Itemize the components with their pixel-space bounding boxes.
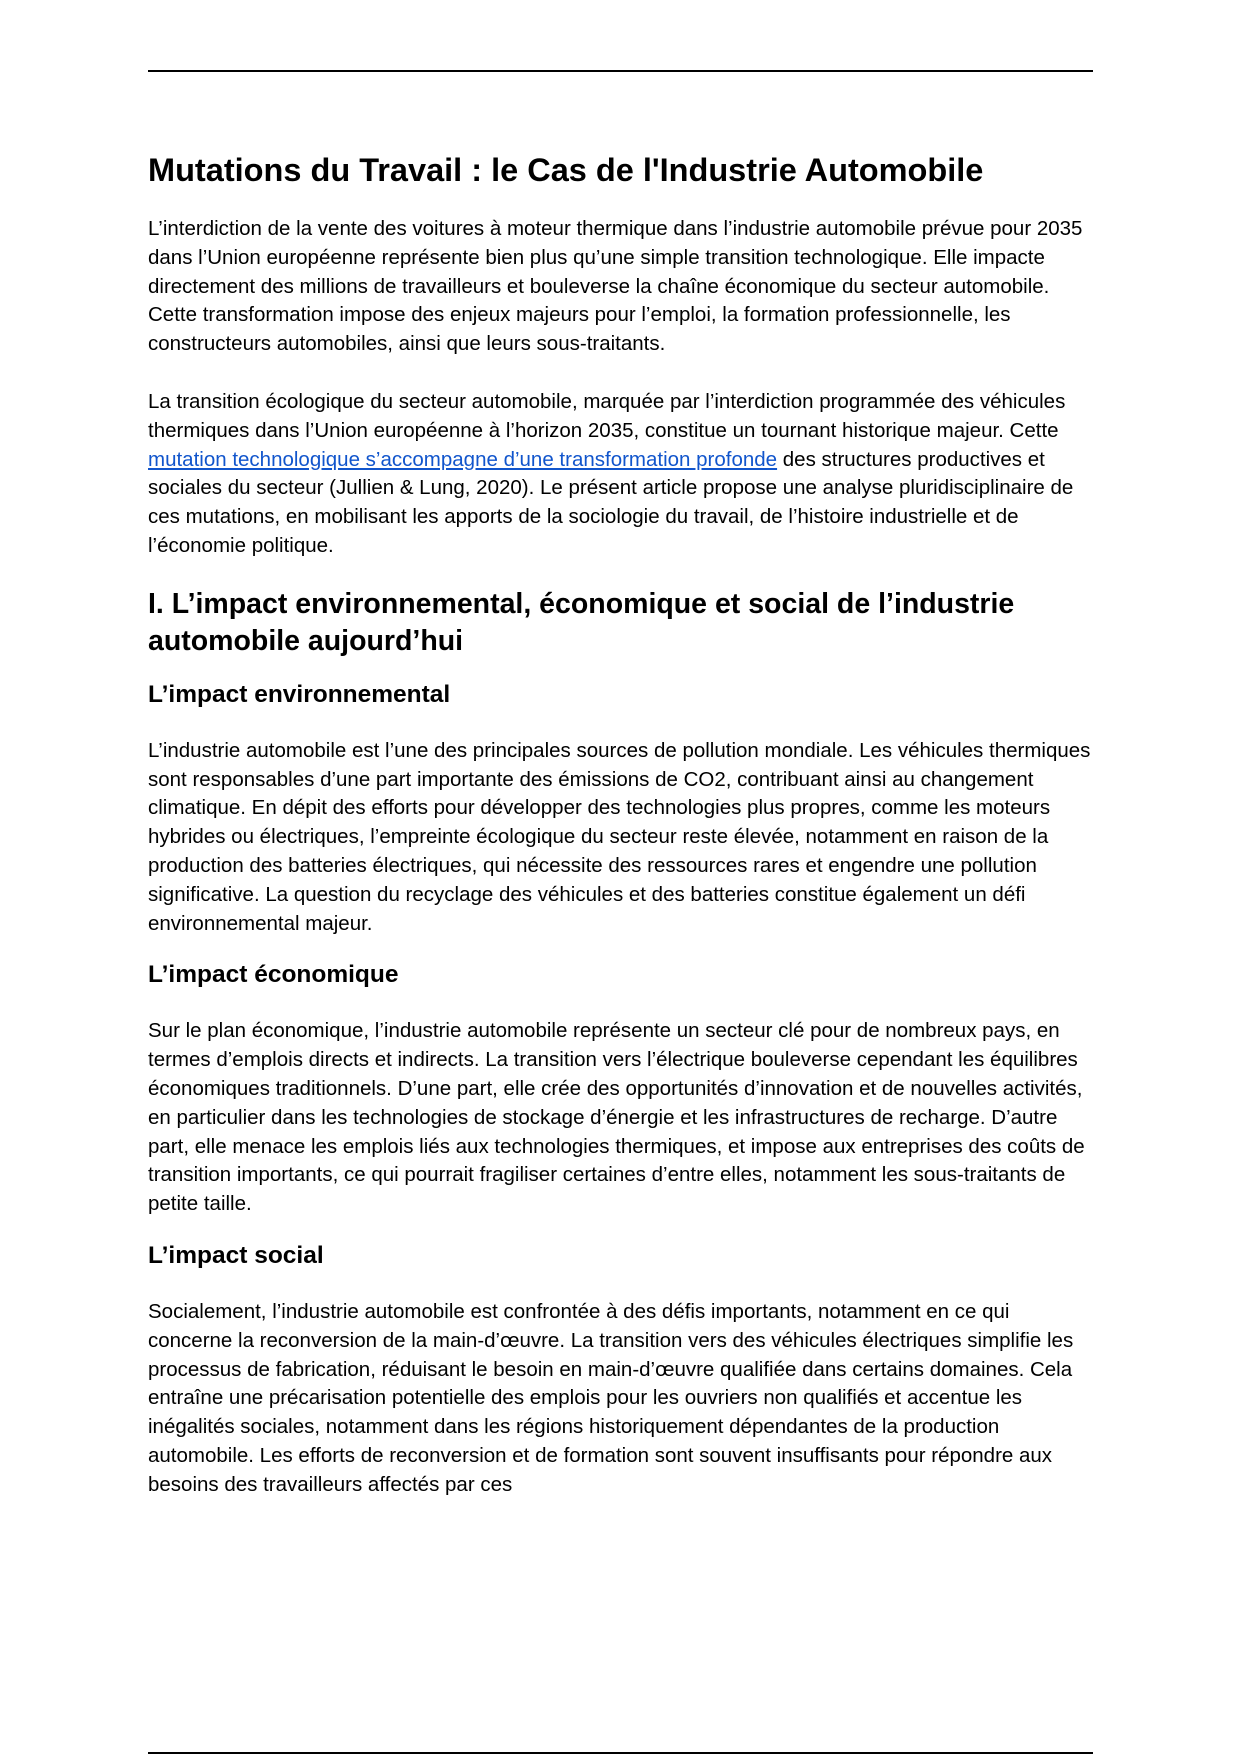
subsection-heading-economique: L’impact économique xyxy=(148,961,399,989)
context-paragraph-text-start: La transition écologique du secteur automobile, marquée par l’interdiction programmée des véhicules thermiques dans l’Union européenne à l’horizon 2035, constitue un tournant historique majeur. Cette xyxy=(148,389,1066,442)
subsection-heading-environnemental: L’impact environnemental xyxy=(148,680,451,708)
subsection-heading-social: L’impact social xyxy=(148,1241,324,1269)
paragraph-economique: Sur le plan économique, l’industrie automobile représente un secteur clé pour de nombreux pays, en termes d’emplois directs et indirects. La transition vers l’électrique bouleverse cependant les équilibres économiques traditionnels. D’une part, elle crée des opportunités d’innovation et de nouvelles activités, en particulier dans les technologies de stockage d’énergie et les infrastructures de recharge. D’autre part, elle menace les emplois liés aux technologies thermiques, et impose aux entreprises des coûts de transition importants, ce qui pourrait fragiliser certaines d’entre elles, notamment les sous-traitants de petite taille. xyxy=(148,1019,1085,1216)
context-paragraph-text-end: des structures productives et sociales du secteur (Jullien & Lung, 2020). Le présent article propose une analyse pluridisciplinaire de ces mutations, en mobilisant les apports de la sociologie du travail, de l’histoire industrielle et de l’économie politique. xyxy=(148,447,1074,557)
paragraph-social: Socialement, l’industrie automobile est confrontée à des défis importants, notamment en ce qui concerne la reconversion de la main-d’œuvre. La transition vers des véhicules électriques simplifie les processus de fabrication, réduisant le besoin en main-d’œuvre qualifiée dans certains domaines. Cela entraîne une précarisation potentielle des emplois pour les ouvriers non qualifiés et accentue les inégalités sociales, notamment dans les régions historiquement dépendantes de la production automobile. Les efforts de reconversion et de formation sont souvent insuffisants pour répondre aux besoins des travailleurs affectés par ces xyxy=(148,1299,1074,1496)
paragraph-environnemental: L’industrie automobile est l’une des principales sources de pollution mondiale. Les véhicules thermiques sont responsables d’une part importante des émissions de CO2, contribuant ainsi au changement climatique. En dépit des efforts pour développer des technologies plus propres, comme les moteurs hybrides ou électriques, l’empreinte écologique du secteur reste élevée, notamment en raison de la production des batteries électriques, qui nécessite des ressources rares et engendre une pollution significative. La question du recyclage des véhicules et des batteries constitue également un défi environnemental majeur. xyxy=(148,738,1091,935)
document-title: Mutations du Travail : le Cas de l'Industrie Automobile xyxy=(148,152,984,188)
header-rule xyxy=(148,70,1093,72)
intro-paragraph: L’interdiction de la vente des voitures à moteur thermique dans l’industrie automobile prévue pour 2035 dans l’Union européenne représente bien plus qu’une simple transition technologique. Elle impacte directement des millions de travailleurs et bouleverse la chaîne économique du secteur automobile. Cette transformation impose des enjeux majeurs pour l’emploi, la formation professionnelle, les constructeurs automobiles, ainsi que leurs sous-traitants. xyxy=(148,217,1083,356)
inline-link-mutation-technologique[interactable]: mutation technologique s’accompagne d’une transformation profonde xyxy=(148,447,778,471)
document-body xyxy=(148,150,1098,1500)
section-heading-impact: I. L’impact environnemental, économique et social de l’industrie automobile aujourd’hui xyxy=(148,587,1015,657)
context-paragraph xyxy=(148,388,1098,561)
